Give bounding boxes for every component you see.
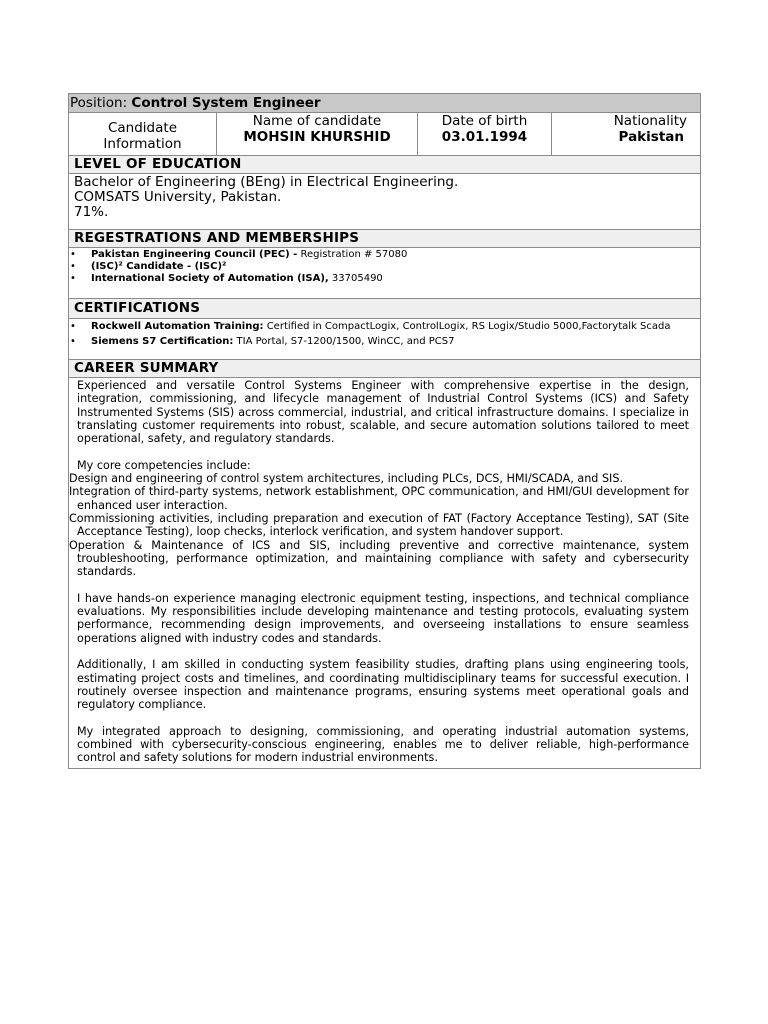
dob-value: 03.01.1994	[441, 129, 528, 145]
competency-item: Commissioning activities, including preparation and execution of FAT (Factory Acceptance Testing), SAT (Site Acceptance Testing), loop checks, interlock verification, and system handover support.	[69, 511, 689, 539]
registrations-list	[69, 248, 700, 299]
education-section	[69, 174, 700, 230]
career-summary	[69, 378, 700, 768]
candidate-name: MOHSIN KHURSHID	[243, 129, 391, 145]
certification-name: Siemens S7 Certification:	[91, 335, 234, 347]
position-title: Control System Engineer	[131, 95, 321, 111]
career-paragraph: Additionally, I am skilled in conducting system feasibility studies, drafting plans using engineering tools, estimating project costs and timelines, and coordinating multidisciplinary teams for successful execution. I routinely oversee inspection and maintenance programs, ensuring systems meet operational goals and regulatory compliance.	[77, 658, 689, 712]
education-line: Bachelor of Engineering (BEng) in Electrical Engineering.	[74, 174, 459, 190]
candidate-name-cell	[217, 113, 418, 155]
competencies-intro: My core competencies include:	[77, 458, 251, 472]
dob-cell	[418, 113, 552, 155]
registration-detail: 33705490	[328, 273, 383, 284]
registration-item	[69, 261, 700, 273]
education-line: COMSATS University, Pakistan.	[74, 189, 282, 205]
certification-detail: Certified in CompactLogix, ControlLogix, RS Logix/Studio 5000,Factorytalk Scada	[263, 321, 671, 332]
career-paragraph: My integrated approach to designing, commissioning, and operating industrial automation systems, combined with cybersecurity-conscious engineering, enables me to deliver reliable, high-performance control and safety solutions for modern industrial environments.	[77, 724, 689, 765]
registration-item	[69, 249, 700, 261]
nationality-value: Pakistan	[618, 129, 684, 145]
registration-name: International Society of Automation (ISA),	[91, 273, 329, 284]
cv-form	[68, 93, 701, 769]
certification-detail: TIA Portal, S7-1200/1500, WinCC, and PCS7	[233, 335, 455, 347]
position-label: Position:	[70, 95, 128, 111]
certification-item	[69, 335, 700, 349]
certification-item	[69, 320, 700, 334]
certification-name: Rockwell Automation Training:	[91, 321, 264, 332]
registration-name: Pakistan Engineering Council (PEC) -	[91, 249, 298, 260]
competency-item: Operation & Maintenance of ICS and SIS, including preventive and corrective maintenance, system troubleshooting, performance optimization, and maintaining compliance with safety and cybersecurity standards.	[69, 538, 689, 579]
dob-label: Date of birth	[441, 113, 528, 129]
certifications-heading: CERTIFICATIONS	[69, 299, 700, 319]
registration-name: (ISC)² Candidate - (ISC)²	[91, 261, 227, 272]
registration-item	[69, 273, 700, 285]
career-paragraph: I have hands-on experience managing electronic equipment testing, inspections, and technical compliance evaluations. My responsibilities include developing maintenance and testing protocols, evaluating system performance, recommending design improvements, and overseeing installations to ensure seamless operations aligned with industry codes and standards.	[77, 591, 689, 645]
registration-detail: Registration # 57080	[297, 249, 408, 260]
nationality-cell	[552, 113, 700, 155]
certifications-list	[69, 319, 700, 360]
education-heading: LEVEL OF EDUCATION	[69, 156, 700, 174]
career-intro: Experienced and versatile Control Systems Engineer with comprehensive expertise in the design, integration, commissioning, and lifecycle management of Industrial Control Systems (ICS) and Safety Instrumented Systems (SIS) across commercial, industrial, and critical infrastructure domains. I specialize in translating customer requirements into robust, scalable, and secure automation solutions tailored to meet operational, safety, and regulatory standards.	[77, 379, 689, 446]
position-row	[69, 94, 700, 113]
nationality-label: Nationality	[613, 113, 687, 129]
education-line: 71%.	[74, 204, 109, 220]
registrations-heading: REGESTRATIONS AND MEMBERSHIPS	[69, 230, 700, 248]
candidate-row	[69, 113, 700, 156]
competency-item: Design and engineering of control system architectures, including PLCs, DCS, HMI/SCADA, and SIS.	[69, 472, 624, 486]
candidate-label-line1: Candidate	[107, 120, 178, 136]
candidate-info-cell	[69, 113, 217, 155]
name-label: Name of candidate	[252, 113, 382, 129]
candidate-label-line2: Information	[103, 136, 182, 152]
competency-item: Integration of third-party systems, network establishment, OPC communication, and HMI/GUI development for enhanced user interaction.	[69, 485, 689, 512]
career-heading: CAREER SUMMARY	[69, 360, 700, 378]
